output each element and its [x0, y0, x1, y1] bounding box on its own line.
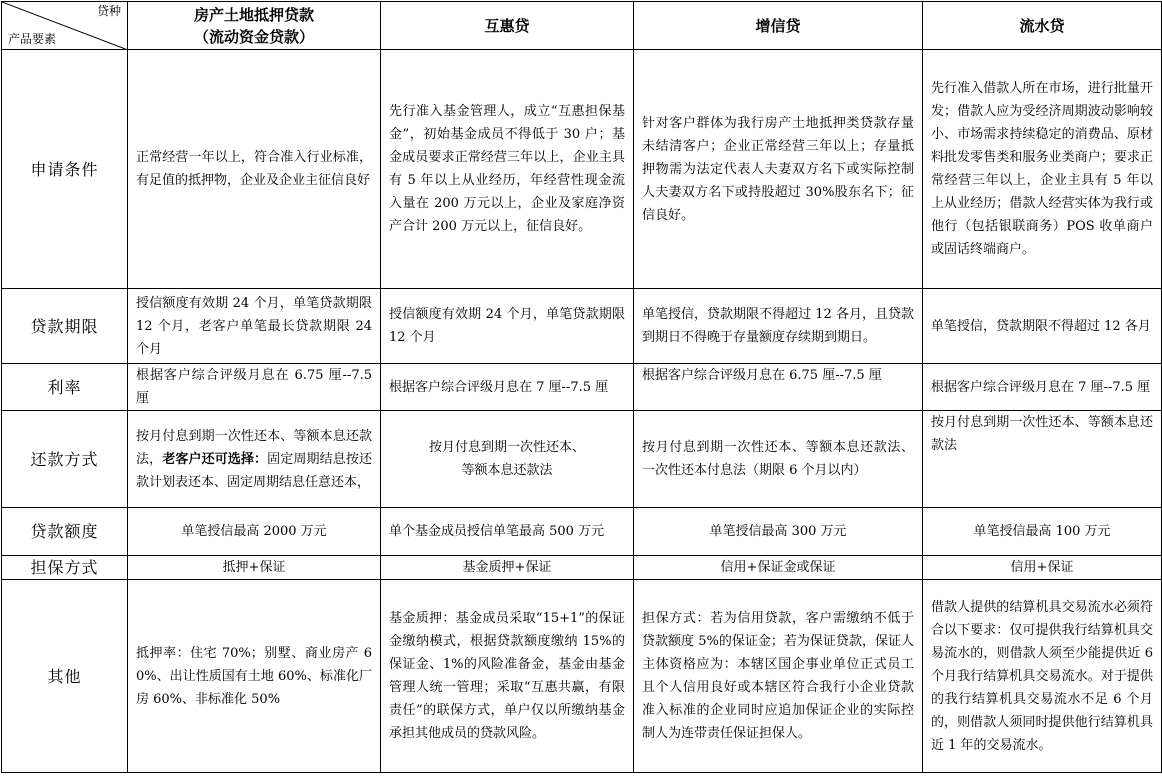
loan-product-comparison-table [1, 1, 1162, 773]
cell-rate-liushui: 根据客户综合评级月息在 7 厘--7.5 厘 [923, 364, 1162, 411]
corner-label-loan-type: 贷种 [96, 4, 121, 18]
cell-amount-huhui: 单个基金成员授信单笔最高 500 万元 [381, 508, 634, 556]
cell-amount-mortgage: 单笔授信最高 2000 万元 [128, 508, 381, 556]
row-label-rate: 利率 [2, 364, 128, 411]
cell-term-mortgage: 授信额度有效期 24 个月，单笔贷款期限 12 个月，老客户单笔最长贷款期限 24 个月 [128, 289, 381, 364]
row-label-repayment: 还款方式 [2, 411, 128, 508]
column-header-zengxin-loan: 增信贷 [634, 2, 923, 50]
cell-other-mortgage: 抵押率：住宅 70%；别墅、商业房产 60%、出让性质国有土地 60%、标准化厂房 60%、非标准化 50% [128, 580, 381, 773]
row-guarantee-method [2, 556, 1162, 580]
cell-conditions-huhui: 先行准入基金管理人，成立“互惠担保基金”，初始基金成员不得低于 30 户；基金成员要求正常经营三年以上，企业主具有 5 年以上从业经历，年经营性现金流入量在 200 万元以上，企业及家庭净资产合计 200 万元以上，征信良好。 [381, 50, 634, 289]
cell-guarantee-mortgage: 抵押+保证 [128, 556, 381, 580]
cell-guarantee-huhui: 基金质押+保证 [381, 556, 634, 580]
repayment-text-part1: 按月付息到期一次性还本、等额本息还款法， [136, 428, 372, 467]
row-label-other: 其他 [2, 580, 128, 773]
cell-other-liushui: 借款人提供的结算机具交易流水必须符合以下要求：仅可提供我行结算机具交易流水的，则借款人须至少能提供近 6 个月我行结算机具交易流水。对于提供的我行结算机具交易流水不足 6 个月的，则借款人须同时提供他行结算机具近 1 年的交易流水。 [923, 580, 1162, 773]
column-header-mortgage-loan [128, 2, 381, 50]
cell-conditions-zengxin: 针对客户群体为我行房产土地抵押类贷款存量未结清客户；企业正常经营三年以上；存量抵押物需为法定代表人夫妻双方名下或实际控制人夫妻双方名下或持股超过 30%股东名下；征信良好。 [634, 50, 923, 289]
cell-rate-huhui: 根据客户综合评级月息在 7 厘--7.5 厘 [381, 364, 634, 411]
row-other [2, 580, 1162, 773]
cell-other-zengxin: 担保方式：若为信用贷款，客户需缴纳不低于贷款额度 5%的保证金；若为保证贷款，保证人主体资格应为：本辖区国企事业单位正式员工且个人信用良好或本辖区符合我行小企业贷款准入标准的企业同时应追加保证企业的实际控制人为连带责任保证担保人。 [634, 580, 923, 773]
corner-header-cell [2, 2, 128, 50]
cell-repayment-zengxin: 按月付息到期一次性还本、等额本息还款法、一次性还本付息法（期限 6 个月以内） [634, 411, 923, 508]
cell-conditions-mortgage: 正常经营一年以上，符合准入行业标准，有足值的抵押物，企业及企业主征信良好 [128, 50, 381, 289]
cell-amount-liushui: 单笔授信最高 100 万元 [923, 508, 1162, 556]
row-loan-term [2, 289, 1162, 364]
cell-amount-zengxin: 单笔授信最高 300 万元 [634, 508, 923, 556]
cell-other-huhui: 基金质押：基金成员采取“15+1”的保证金缴纳模式，根据贷款额度缴纳 15%的保证金、1%的风险准备金，基金由基金管理人统一管理；采取“互惠共赢，有限责任”的联保方式，单户仅以所缴纳基金承担其他成员的贷款风险。 [381, 580, 634, 773]
cell-conditions-liushui: 先行准入借款人所在市场，进行批量开发；借款人应为受经济周期波动影响较小、市场需求持续稳定的消费品、原材料批发零售类和服务业类商户；要求正常经营三年以上，企业主具有 5 年以上从业经历；借款人经营实体为我行或他行（包括银联商务）POS 收单商户或固话终端商户。 [923, 50, 1162, 289]
cell-term-zengxin: 单笔授信，贷款期限不得超过 12 各月，且贷款到期日不得晚于存量额度存续期到期日。 [634, 289, 923, 364]
row-application-conditions [2, 50, 1162, 289]
column-header-huhui-loan: 互惠贷 [381, 2, 634, 50]
column-header-title: 房产土地抵押贷款 [193, 5, 314, 24]
repayment-huhui-line1: 按月付息到期一次性还本、 [428, 440, 585, 455]
row-loan-amount [2, 508, 1162, 556]
column-header-liushui-loan: 流水贷 [923, 2, 1162, 50]
row-label-guarantee: 担保方式 [2, 556, 128, 580]
row-interest-rate [2, 364, 1162, 411]
repayment-text-emphasis: 老客户还可选择： [162, 451, 268, 467]
cell-repayment-huhui [381, 411, 634, 508]
repayment-huhui-line2: 等额本息还款法 [461, 463, 553, 478]
cell-term-huhui: 授信额度有效期 24 个月，单笔贷款期限 12 个月 [381, 289, 634, 364]
row-label-conditions: 申请条件 [2, 50, 128, 289]
cell-guarantee-liushui: 信用+保证 [923, 556, 1162, 580]
column-header-subtitle: （流动资金贷款） [193, 27, 314, 46]
repayment-text-part2: 固定周期结息按还款计划表还本、固定周期结息任意还本， [136, 451, 372, 490]
cell-rate-zengxin: 根据客户综合评级月息在 6.75 厘--7.5 厘 [634, 364, 923, 411]
row-label-amount: 贷款额度 [2, 508, 128, 556]
row-label-term: 贷款期限 [2, 289, 128, 364]
header-row [2, 2, 1162, 50]
cell-repayment-mortgage [128, 411, 381, 508]
row-repayment-method [2, 411, 1162, 508]
cell-rate-mortgage: 根据客户综合评级月息在 6.75 厘--7.5 厘 [128, 364, 381, 411]
cell-repayment-liushui: 按月付息到期一次性还本、等额本息还款法 [923, 411, 1162, 508]
cell-term-liushui: 单笔授信，贷款期限不得超过 12 各月 [923, 289, 1162, 364]
corner-label-product-elements: 产品要素 [8, 32, 57, 46]
cell-guarantee-zengxin: 信用+保证金或保证 [634, 556, 923, 580]
